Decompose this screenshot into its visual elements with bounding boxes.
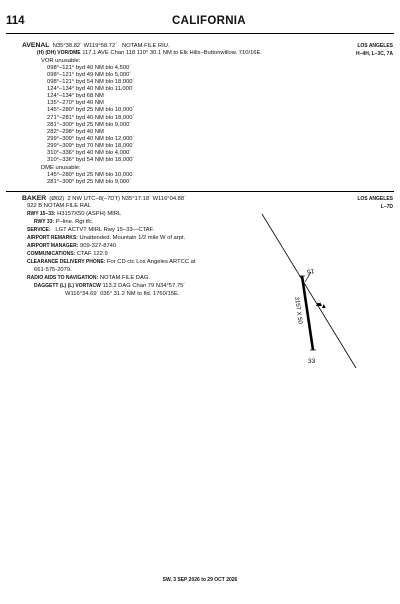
baker-rwy33-line <box>34 219 93 226</box>
baker-service-line <box>27 227 154 234</box>
avenal-header <box>22 42 170 50</box>
baker-region: LOS ANGELES <box>357 196 393 202</box>
beacon-icon <box>316 300 322 306</box>
avenal-restriction-line: 310°–336° byd 40 NM blo 4,000´ <box>47 150 132 157</box>
avenal-vor-line <box>37 50 262 57</box>
rwy-head: RWY 15–33: <box>27 211 56 217</box>
service-head: SERVICE: <box>27 227 51 233</box>
baker-manager-line <box>27 243 116 250</box>
avenal-region: LOS ANGELES <box>357 43 393 49</box>
remarks-val: Unattended. Mountain 1/2 mile W of arpt. <box>79 235 186 241</box>
nav-val: NOTAM FILE DAG. <box>99 275 150 281</box>
baker-rwy-line <box>27 211 121 218</box>
rwy33-val: P–line. Rgt tfc. <box>55 219 94 225</box>
avenal-vor-details: 117.1 AVE Chan 118 110° 30.1 NM to Elk Hills–Buttonwillow. 710/16E. <box>82 50 262 56</box>
avenal-restriction-line: 282°–298° byd 40 NM <box>47 128 104 135</box>
avenal-restriction-line: 281°–300° byd 25 NM blo 9,000´ <box>47 178 132 185</box>
page-number: 114 <box>6 15 25 27</box>
avenal-restriction-line: 098°–121° byd 40 NM blo 4,500´ <box>47 64 132 71</box>
baker-elev-line: 922 B NOTAM FILE RAL <box>27 203 92 209</box>
nav-head: RADIO AIDS TO NAVIGATION: <box>27 275 99 281</box>
avenal-restriction-line: DME unusable: <box>41 164 81 171</box>
avenal-restriction-line: 271°–281° byd 40 NM blo 18,000´ <box>47 114 135 121</box>
state-title: CALIFORNIA <box>172 15 246 27</box>
baker-chart: L–7D <box>380 204 393 210</box>
daggett-head: DAGGETT (L) (L) VORTACW <box>34 283 101 289</box>
avenal-restriction-line: VOR unusable: <box>41 57 81 64</box>
baker-clearance-line <box>27 259 195 266</box>
runway-15-33 <box>302 276 313 350</box>
manager-val: 909-327-8740 <box>80 243 117 249</box>
baker-comm-line <box>27 251 108 258</box>
daggett-val: 113.2 DAG Chan 79 N34°57.75´ <box>102 283 186 289</box>
avenal-restriction-line: 299°–309° byd 40 NM blo 12,000´ <box>47 136 135 143</box>
avenal-restriction-line: 098°–121° byd 54 NM blo 18,000´ <box>47 78 135 85</box>
avenal-restriction-line: 281°–300° byd 25 NM blo 9,000´ <box>47 121 132 128</box>
rwy-dims: H3157X50 (ASPH) MIRL <box>57 211 122 217</box>
clearance-phone: 661-575-2079. <box>34 267 72 273</box>
baker-nav-line <box>27 275 150 282</box>
rwy-dims-label: 3157 X 50 <box>293 296 303 325</box>
manager-head: AIRPORT MANAGER: <box>27 243 79 249</box>
daggett-line2: W116°34.69´ 036° 31.2 NM to fld. 1760/15E. <box>65 291 180 297</box>
header-rule <box>6 33 394 34</box>
clearance-head: CLEARANCE DELIVERY PHONE: <box>27 259 106 265</box>
baker-id: (Ø02) <box>49 196 65 202</box>
avenal-restriction-line: 299°–309° byd 70 NM blo 18,000´ <box>47 143 135 150</box>
baker-header <box>22 195 186 203</box>
clearance-val: For CD ctc Los Angeles ARTCC at <box>106 259 196 265</box>
road-line <box>262 214 356 368</box>
entry-divider <box>6 191 394 192</box>
comm-head: COMMUNICATIONS: <box>27 251 76 257</box>
avenal-restriction-line: 145°–280° byd 25 NM blo 10,000´ <box>47 107 135 114</box>
avenal-charts: H–4H, L–3C, 7A <box>356 51 393 57</box>
avenal-restriction-line: 145°–280° byd 25 NM blo 10,000´ <box>47 171 135 178</box>
baker-remarks-line <box>27 235 185 242</box>
avenal-restriction-line: 135°–270° byd 40 NM <box>47 100 104 107</box>
avenal-coords: N35°38.82´ W119°58.72´ <box>52 43 118 49</box>
airport-diagram <box>248 212 396 374</box>
rwy33-head: RWY 33: <box>34 219 55 225</box>
baker-name: BAKER <box>22 195 47 202</box>
avenal-restriction-line: 310°–336° byd 54 NM blo 18,000´ <box>47 157 135 164</box>
effective-dates: SW, 3 SEP 2026 to 29 OCT 2026 <box>162 577 238 583</box>
obstacle-icon <box>322 304 326 308</box>
avenal-restriction-line: 124°–134° byd 68 NM <box>47 93 104 100</box>
avenal-unusable-list <box>41 57 135 187</box>
rwy-end-15: 15 <box>306 267 315 275</box>
avenal-vor-type: (H) (DH) VOR/DME <box>37 50 81 56</box>
comm-val: CTAF 122.9 <box>76 251 108 257</box>
baker-daggett-line <box>34 283 185 290</box>
avenal-notam: NOTAM FILE RIU. <box>122 43 170 49</box>
remarks-head: AIRPORT REMARKS: <box>27 235 78 241</box>
service-val: LGT ACTVT MIRL Rwy 15–33—CTAF. <box>55 227 155 233</box>
avenal-restriction-line: 098°–121° byd 49 NM blo 5,000´ <box>47 71 132 78</box>
avenal-restriction-line: 124°–134° byd 40 NM blo 11,000´ <box>47 86 135 93</box>
rwy-end-33: 33 <box>308 358 316 365</box>
baker-info: 2 NW UTC–8(–7DT) N35°17.18´ W116°04.88´ <box>67 196 187 202</box>
avenal-name: AVENAL <box>22 42 50 49</box>
